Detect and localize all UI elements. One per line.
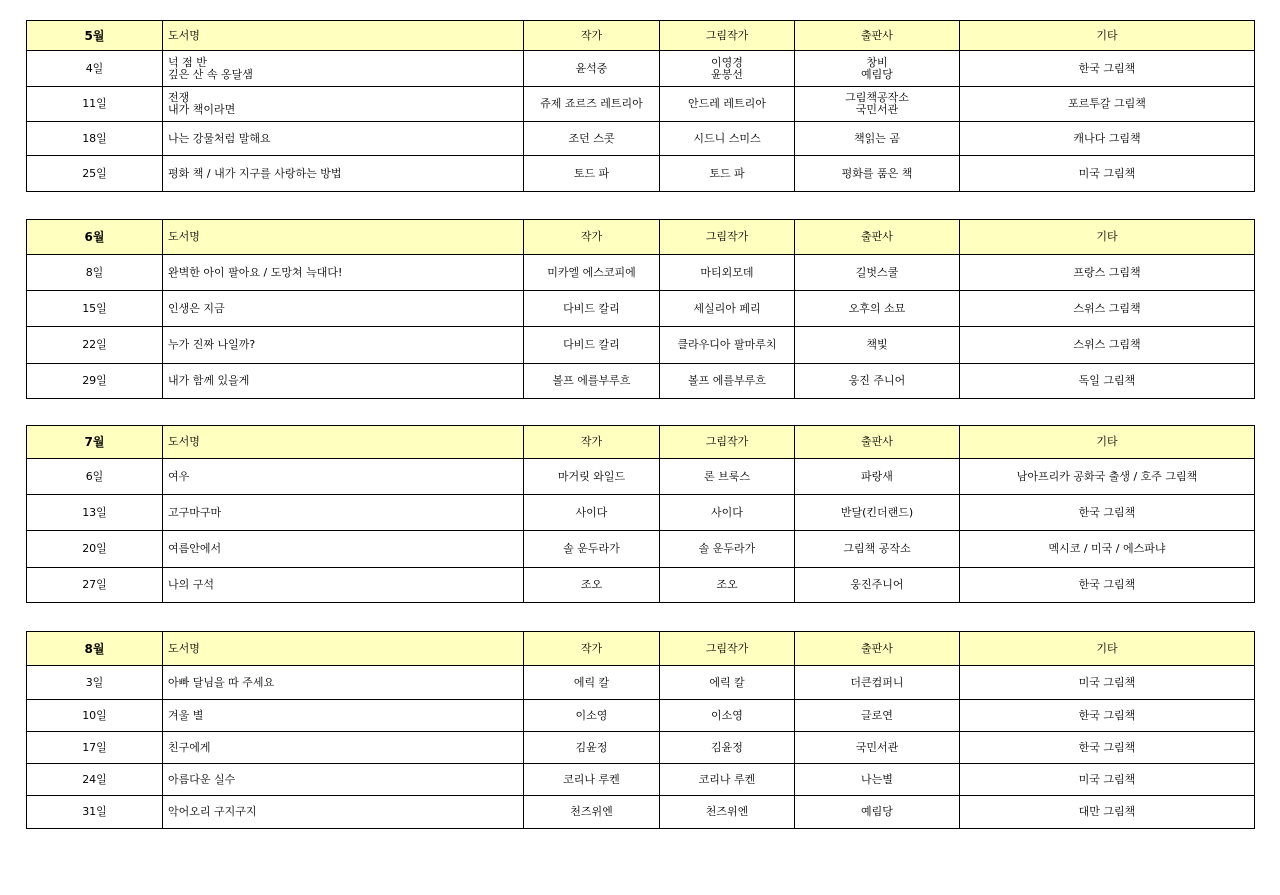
publisher-cell: 글로연 (795, 700, 960, 732)
header-title: 도서명 (163, 426, 524, 459)
author-cell: 마거릿 와일드 (524, 459, 660, 495)
author-cell: 사이다 (524, 495, 660, 531)
cell-line: 깊은 산 속 옹달샘 (168, 67, 253, 81)
illustrator-cell: 토드 파 (660, 156, 795, 192)
illustrator-cell: 세실리아 페리 (660, 291, 795, 327)
header-title: 도서명 (163, 632, 524, 666)
publisher-cell: 반달(킨더랜드) (795, 495, 960, 531)
publisher-cell: 더큰컴퍼니 (795, 666, 960, 700)
title-cell: 악어오리 구지구지 (163, 796, 524, 829)
title-cell: 겨울 별 (163, 700, 524, 732)
author-cell: 조오 (524, 568, 660, 603)
header-etc: 기타 (960, 21, 1255, 51)
publisher-cell: 예림당 (795, 796, 960, 829)
illustrator-cell: 마티외모데 (660, 255, 795, 291)
illustrator-cell: 사이다 (660, 495, 795, 531)
header-illustrator: 그림작가 (660, 426, 795, 459)
header-publisher: 출판사 (795, 220, 960, 255)
title-cell (163, 87, 524, 122)
author-cell: 김윤정 (524, 732, 660, 764)
header-row (27, 632, 1255, 666)
month-label: 7월 (27, 426, 163, 459)
illustrator-cell: 시드니 스미스 (660, 122, 795, 156)
day-cell: 11일 (27, 87, 163, 122)
publisher-cell: 국민서관 (795, 732, 960, 764)
header-author: 작가 (524, 21, 660, 51)
author-cell: 토드 파 (524, 156, 660, 192)
day-cell: 24일 (27, 764, 163, 796)
table-row (27, 666, 1255, 700)
header-row (27, 426, 1255, 459)
etc-cell: 한국 그림책 (960, 568, 1255, 603)
table-row (27, 764, 1255, 796)
etc-cell: 남아프리카 공화국 출생 / 호주 그림책 (960, 459, 1255, 495)
header-etc: 기타 (960, 220, 1255, 255)
etc-cell: 캐나다 그림책 (960, 122, 1255, 156)
illustrator-cell (660, 51, 795, 87)
publisher-cell: 길벗스쿨 (795, 255, 960, 291)
etc-cell: 멕시코 / 미국 / 에스파냐 (960, 531, 1255, 568)
day-cell: 17일 (27, 732, 163, 764)
cell-line: 전쟁 (168, 91, 190, 104)
title-cell: 나의 구석 (163, 568, 524, 603)
author-cell: 이소영 (524, 700, 660, 732)
header-author: 작가 (524, 220, 660, 255)
illustrator-cell: 솔 운두라가 (660, 531, 795, 568)
day-cell: 22일 (27, 327, 163, 364)
table-row (27, 568, 1255, 603)
publisher-cell: 그림책 공작소 (795, 531, 960, 568)
cell-line: 예림당 (861, 67, 893, 81)
month-label: 6월 (27, 220, 163, 255)
cell-line: 국민서관 (855, 103, 899, 116)
author-cell: 미카엘 에스코피에 (524, 255, 660, 291)
illustrator-cell: 김윤정 (660, 732, 795, 764)
title-cell: 고구마구마 (163, 495, 524, 531)
title-cell: 평화 책 / 내가 지구를 사랑하는 방법 (163, 156, 524, 192)
header-publisher: 출판사 (795, 426, 960, 459)
month-table (26, 425, 1255, 603)
publisher-cell: 웅진주니어 (795, 568, 960, 603)
etc-cell: 한국 그림책 (960, 700, 1255, 732)
etc-cell: 대만 그림책 (960, 796, 1255, 829)
title-cell: 아름다운 실수 (163, 764, 524, 796)
illustrator-cell: 에릭 칼 (660, 666, 795, 700)
header-title: 도서명 (163, 220, 524, 255)
day-cell: 29일 (27, 364, 163, 399)
header-publisher: 출판사 (795, 21, 960, 51)
table-row (27, 796, 1255, 829)
illustrator-cell: 론 브룩스 (660, 459, 795, 495)
cell-line: 넉 점 반 (168, 55, 207, 69)
etc-cell: 스위스 그림책 (960, 291, 1255, 327)
table-row (27, 700, 1255, 732)
author-cell: 다비드 칼리 (524, 327, 660, 364)
author-cell: 천즈위엔 (524, 796, 660, 829)
table-row (27, 51, 1255, 87)
publisher-cell: 웅진 주니어 (795, 364, 960, 399)
table-row (27, 156, 1255, 192)
table-row (27, 327, 1255, 364)
cell-line: 창비 (866, 55, 888, 69)
month-table (26, 219, 1255, 399)
header-author: 작가 (524, 632, 660, 666)
illustrator-cell: 볼프 에를부루흐 (660, 364, 795, 399)
header-illustrator: 그림작가 (660, 220, 795, 255)
day-cell: 8일 (27, 255, 163, 291)
header-publisher: 출판사 (795, 632, 960, 666)
etc-cell: 스위스 그림책 (960, 327, 1255, 364)
author-cell: 솔 운두라가 (524, 531, 660, 568)
title-cell: 여름안에서 (163, 531, 524, 568)
etc-cell: 한국 그림책 (960, 51, 1255, 87)
table-row (27, 732, 1255, 764)
header-row (27, 21, 1255, 51)
author-cell: 코리나 루켄 (524, 764, 660, 796)
author-cell: 쥬제 죠르즈 레트리아 (524, 87, 660, 122)
etc-cell: 한국 그림책 (960, 495, 1255, 531)
illustrator-cell: 이소영 (660, 700, 795, 732)
title-cell: 인생은 지금 (163, 291, 524, 327)
illustrator-cell: 안드레 레트리아 (660, 87, 795, 122)
title-cell: 친구에게 (163, 732, 524, 764)
publisher-cell: 오후의 소묘 (795, 291, 960, 327)
title-cell: 아빠 달님을 따 주세요 (163, 666, 524, 700)
etc-cell: 독일 그림책 (960, 364, 1255, 399)
etc-cell: 미국 그림책 (960, 666, 1255, 700)
author-cell: 에릭 칼 (524, 666, 660, 700)
day-cell: 10일 (27, 700, 163, 732)
header-row (27, 220, 1255, 255)
month-table (26, 631, 1255, 829)
illustrator-cell: 천즈위엔 (660, 796, 795, 829)
day-cell: 31일 (27, 796, 163, 829)
illustrator-cell: 코리나 루켄 (660, 764, 795, 796)
table-row (27, 531, 1255, 568)
header-illustrator: 그림작가 (660, 21, 795, 51)
day-cell: 6일 (27, 459, 163, 495)
table-row (27, 459, 1255, 495)
table-row (27, 87, 1255, 122)
day-cell: 18일 (27, 122, 163, 156)
table-row (27, 255, 1255, 291)
etc-cell: 프랑스 그림책 (960, 255, 1255, 291)
month-label: 8월 (27, 632, 163, 666)
header-author: 작가 (524, 426, 660, 459)
title-cell: 여우 (163, 459, 524, 495)
header-etc: 기타 (960, 426, 1255, 459)
header-title: 도서명 (163, 21, 524, 51)
etc-cell: 포르투갈 그림책 (960, 87, 1255, 122)
month-label: 5월 (27, 21, 163, 51)
day-cell: 3일 (27, 666, 163, 700)
author-cell: 윤석중 (524, 51, 660, 87)
day-cell: 13일 (27, 495, 163, 531)
title-cell: 완벽한 아이 팔아요 / 도망쳐 늑대다! (163, 255, 524, 291)
cell-line: 이영경 (711, 55, 743, 69)
table-row (27, 364, 1255, 399)
day-cell: 20일 (27, 531, 163, 568)
etc-cell: 미국 그림책 (960, 764, 1255, 796)
illustrator-cell: 클라우디아 팔마루치 (660, 327, 795, 364)
publisher-cell: 책빛 (795, 327, 960, 364)
publisher-cell (795, 87, 960, 122)
etc-cell: 미국 그림책 (960, 156, 1255, 192)
author-cell: 조던 스콧 (524, 122, 660, 156)
day-cell: 27일 (27, 568, 163, 603)
title-cell: 나는 강물처럼 말해요 (163, 122, 524, 156)
day-cell: 25일 (27, 156, 163, 192)
publisher-cell: 책읽는 곰 (795, 122, 960, 156)
month-table (26, 20, 1255, 192)
title-cell: 내가 함께 있을게 (163, 364, 524, 399)
title-cell (163, 51, 524, 87)
publisher-cell (795, 51, 960, 87)
header-etc: 기타 (960, 632, 1255, 666)
cell-line: 내가 책이라면 (168, 103, 236, 116)
illustrator-cell: 조오 (660, 568, 795, 603)
day-cell: 4일 (27, 51, 163, 87)
cell-line: 그림책공작소 (845, 91, 909, 104)
etc-cell: 한국 그림책 (960, 732, 1255, 764)
header-illustrator: 그림작가 (660, 632, 795, 666)
table-row (27, 291, 1255, 327)
title-cell: 누가 진짜 나일까? (163, 327, 524, 364)
publisher-cell: 평화를 품은 책 (795, 156, 960, 192)
author-cell: 볼프 에를부루흐 (524, 364, 660, 399)
day-cell: 15일 (27, 291, 163, 327)
author-cell: 다비드 칼리 (524, 291, 660, 327)
publisher-cell: 파랑새 (795, 459, 960, 495)
table-row (27, 495, 1255, 531)
table-row (27, 122, 1255, 156)
publisher-cell: 나는별 (795, 764, 960, 796)
cell-line: 윤봉선 (711, 67, 743, 81)
